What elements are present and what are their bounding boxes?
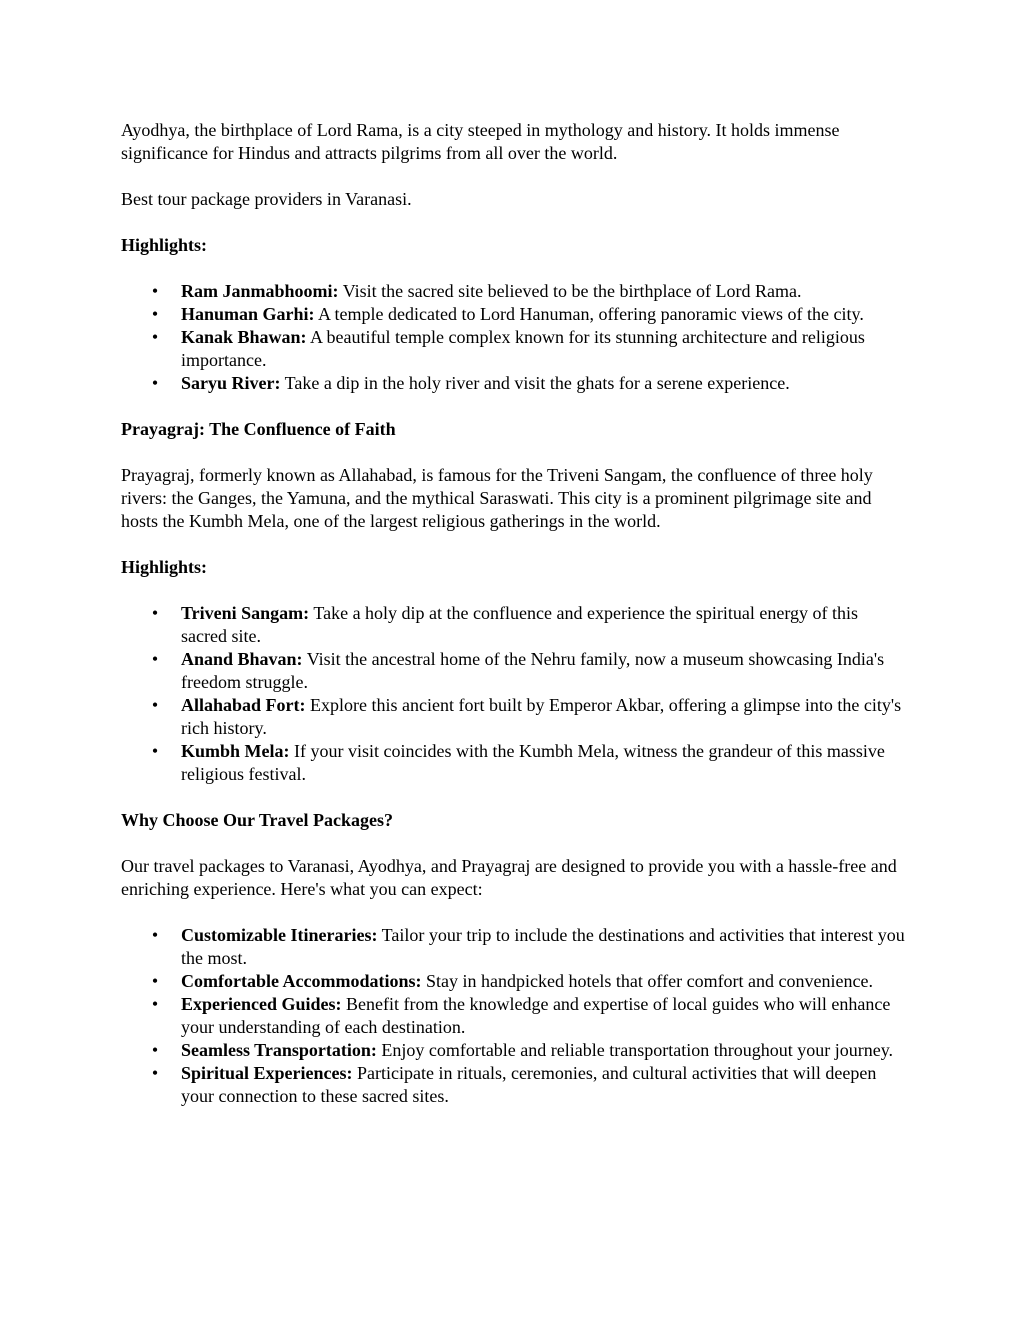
list-item: [121, 924, 911, 970]
item-term: Seamless Transportation:: [181, 1040, 377, 1060]
bullet-icon: •: [151, 373, 159, 393]
why-choose-heading: Why Choose Our Travel Packages?: [121, 810, 394, 830]
item-text: A temple dedicated to Lord Hanuman, offering panoramic views of the city.: [314, 304, 864, 324]
item-term: Triveni Sangam:: [181, 603, 310, 623]
list-item: [121, 372, 911, 395]
bullet-icon: •: [151, 1063, 159, 1083]
item-term: Customizable Itineraries:: [181, 925, 378, 945]
item-text: Visit the sacred site believed to be the birthplace of Lord Rama.: [338, 281, 802, 301]
item-text: Explore this ancient fort built by Emperor Akbar, offering a glimpse into the city's rich history.: [181, 695, 902, 738]
item-term: Spiritual Experiences:: [181, 1063, 353, 1083]
item-term: Kumbh Mela:: [181, 741, 290, 761]
item-term: Experienced Guides:: [181, 994, 342, 1014]
list-item: [121, 694, 911, 740]
item-term: Comfortable Accommodations:: [181, 971, 422, 991]
document-page: [121, 119, 911, 1131]
bullet-icon: •: [151, 695, 159, 715]
bullet-icon: •: [151, 649, 159, 669]
why-choose-intro: Our travel packages to Varanasi, Ayodhya, and Prayagraj are designed to provide you with a hassle-free and enriching experience. Here's what you can expect:: [121, 856, 897, 899]
item-text: Enjoy comfortable and reliable transportation throughout your journey.: [376, 1040, 894, 1060]
bullet-icon: •: [151, 603, 159, 623]
bullet-icon: •: [151, 925, 159, 945]
ayodhya-highlights-list: [121, 280, 911, 395]
list-item: [121, 1062, 911, 1108]
item-text: Tailor your trip to include the destinations and activities that interest you the most.: [181, 925, 905, 968]
list-item: [121, 970, 911, 993]
item-text: Benefit from the knowledge and expertise of local guides who will enhance your understanding of each destination.: [181, 994, 891, 1037]
prayagraj-heading: Prayagraj: The Confluence of Faith: [121, 419, 396, 439]
item-term: Saryu River:: [181, 373, 281, 393]
bullet-icon: •: [151, 741, 159, 761]
item-term: Allahabad Fort:: [181, 695, 306, 715]
item-text: Take a holy dip at the confluence and experience the spiritual energy of this sacred site.: [181, 603, 859, 646]
ayodhya-intro: Ayodhya, the birthplace of Lord Rama, is a city steeped in mythology and history. It holds immense significance for Hindus and attracts pilgrims from all over the world.: [121, 120, 840, 163]
item-term: Kanak Bhawan:: [181, 327, 307, 347]
list-item: [121, 303, 911, 326]
bullet-icon: •: [151, 327, 159, 347]
item-text: If your visit coincides with the Kumbh Mela, witness the grandeur of this massive religious festival.: [181, 741, 885, 784]
bullet-icon: •: [151, 304, 159, 324]
prayagraj-highlights-list: [121, 602, 911, 786]
item-text: Visit the ancestral home of the Nehru family, now a museum showcasing India's freedom struggle.: [181, 649, 885, 692]
bullet-icon: •: [151, 281, 159, 301]
item-text: Participate in rituals, ceremonies, and cultural activities that will deepen your connection to these sacred sites.: [181, 1063, 877, 1106]
list-item: [121, 993, 911, 1039]
list-item: [121, 648, 911, 694]
why-choose-list: [121, 924, 911, 1108]
bullet-icon: •: [151, 971, 159, 991]
ayodhya-highlights-heading: Highlights:: [121, 235, 208, 255]
list-item: [121, 740, 911, 786]
item-text: Stay in handpicked hotels that offer comfort and convenience.: [421, 971, 873, 991]
prayagraj-intro: Prayagraj, formerly known as Allahabad, is famous for the Triveni Sangam, the confluence of three holy rivers: the Ganges, the Yamuna, and the mythical Saraswati. This city is a prominent pilgrimage site and hosts the Kumbh Mela, one of the largest religious gatherings in the world.: [121, 465, 873, 531]
list-item: [121, 1039, 911, 1062]
item-term: Anand Bhavan:: [181, 649, 303, 669]
item-text: A beautiful temple complex known for its stunning architecture and religious importance.: [181, 327, 865, 370]
item-term: Hanuman Garhi:: [181, 304, 315, 324]
item-term: Ram Janmabhoomi:: [181, 281, 339, 301]
tour-providers-link[interactable]: Best tour package providers in Varanasi.: [121, 189, 412, 209]
prayagraj-highlights-heading: Highlights:: [121, 557, 208, 577]
list-item: [121, 326, 911, 372]
bullet-icon: •: [151, 1040, 159, 1060]
item-text: Take a dip in the holy river and visit the ghats for a serene experience.: [280, 373, 790, 393]
list-item: [121, 602, 911, 648]
bullet-icon: •: [151, 994, 159, 1014]
list-item: [121, 280, 911, 303]
